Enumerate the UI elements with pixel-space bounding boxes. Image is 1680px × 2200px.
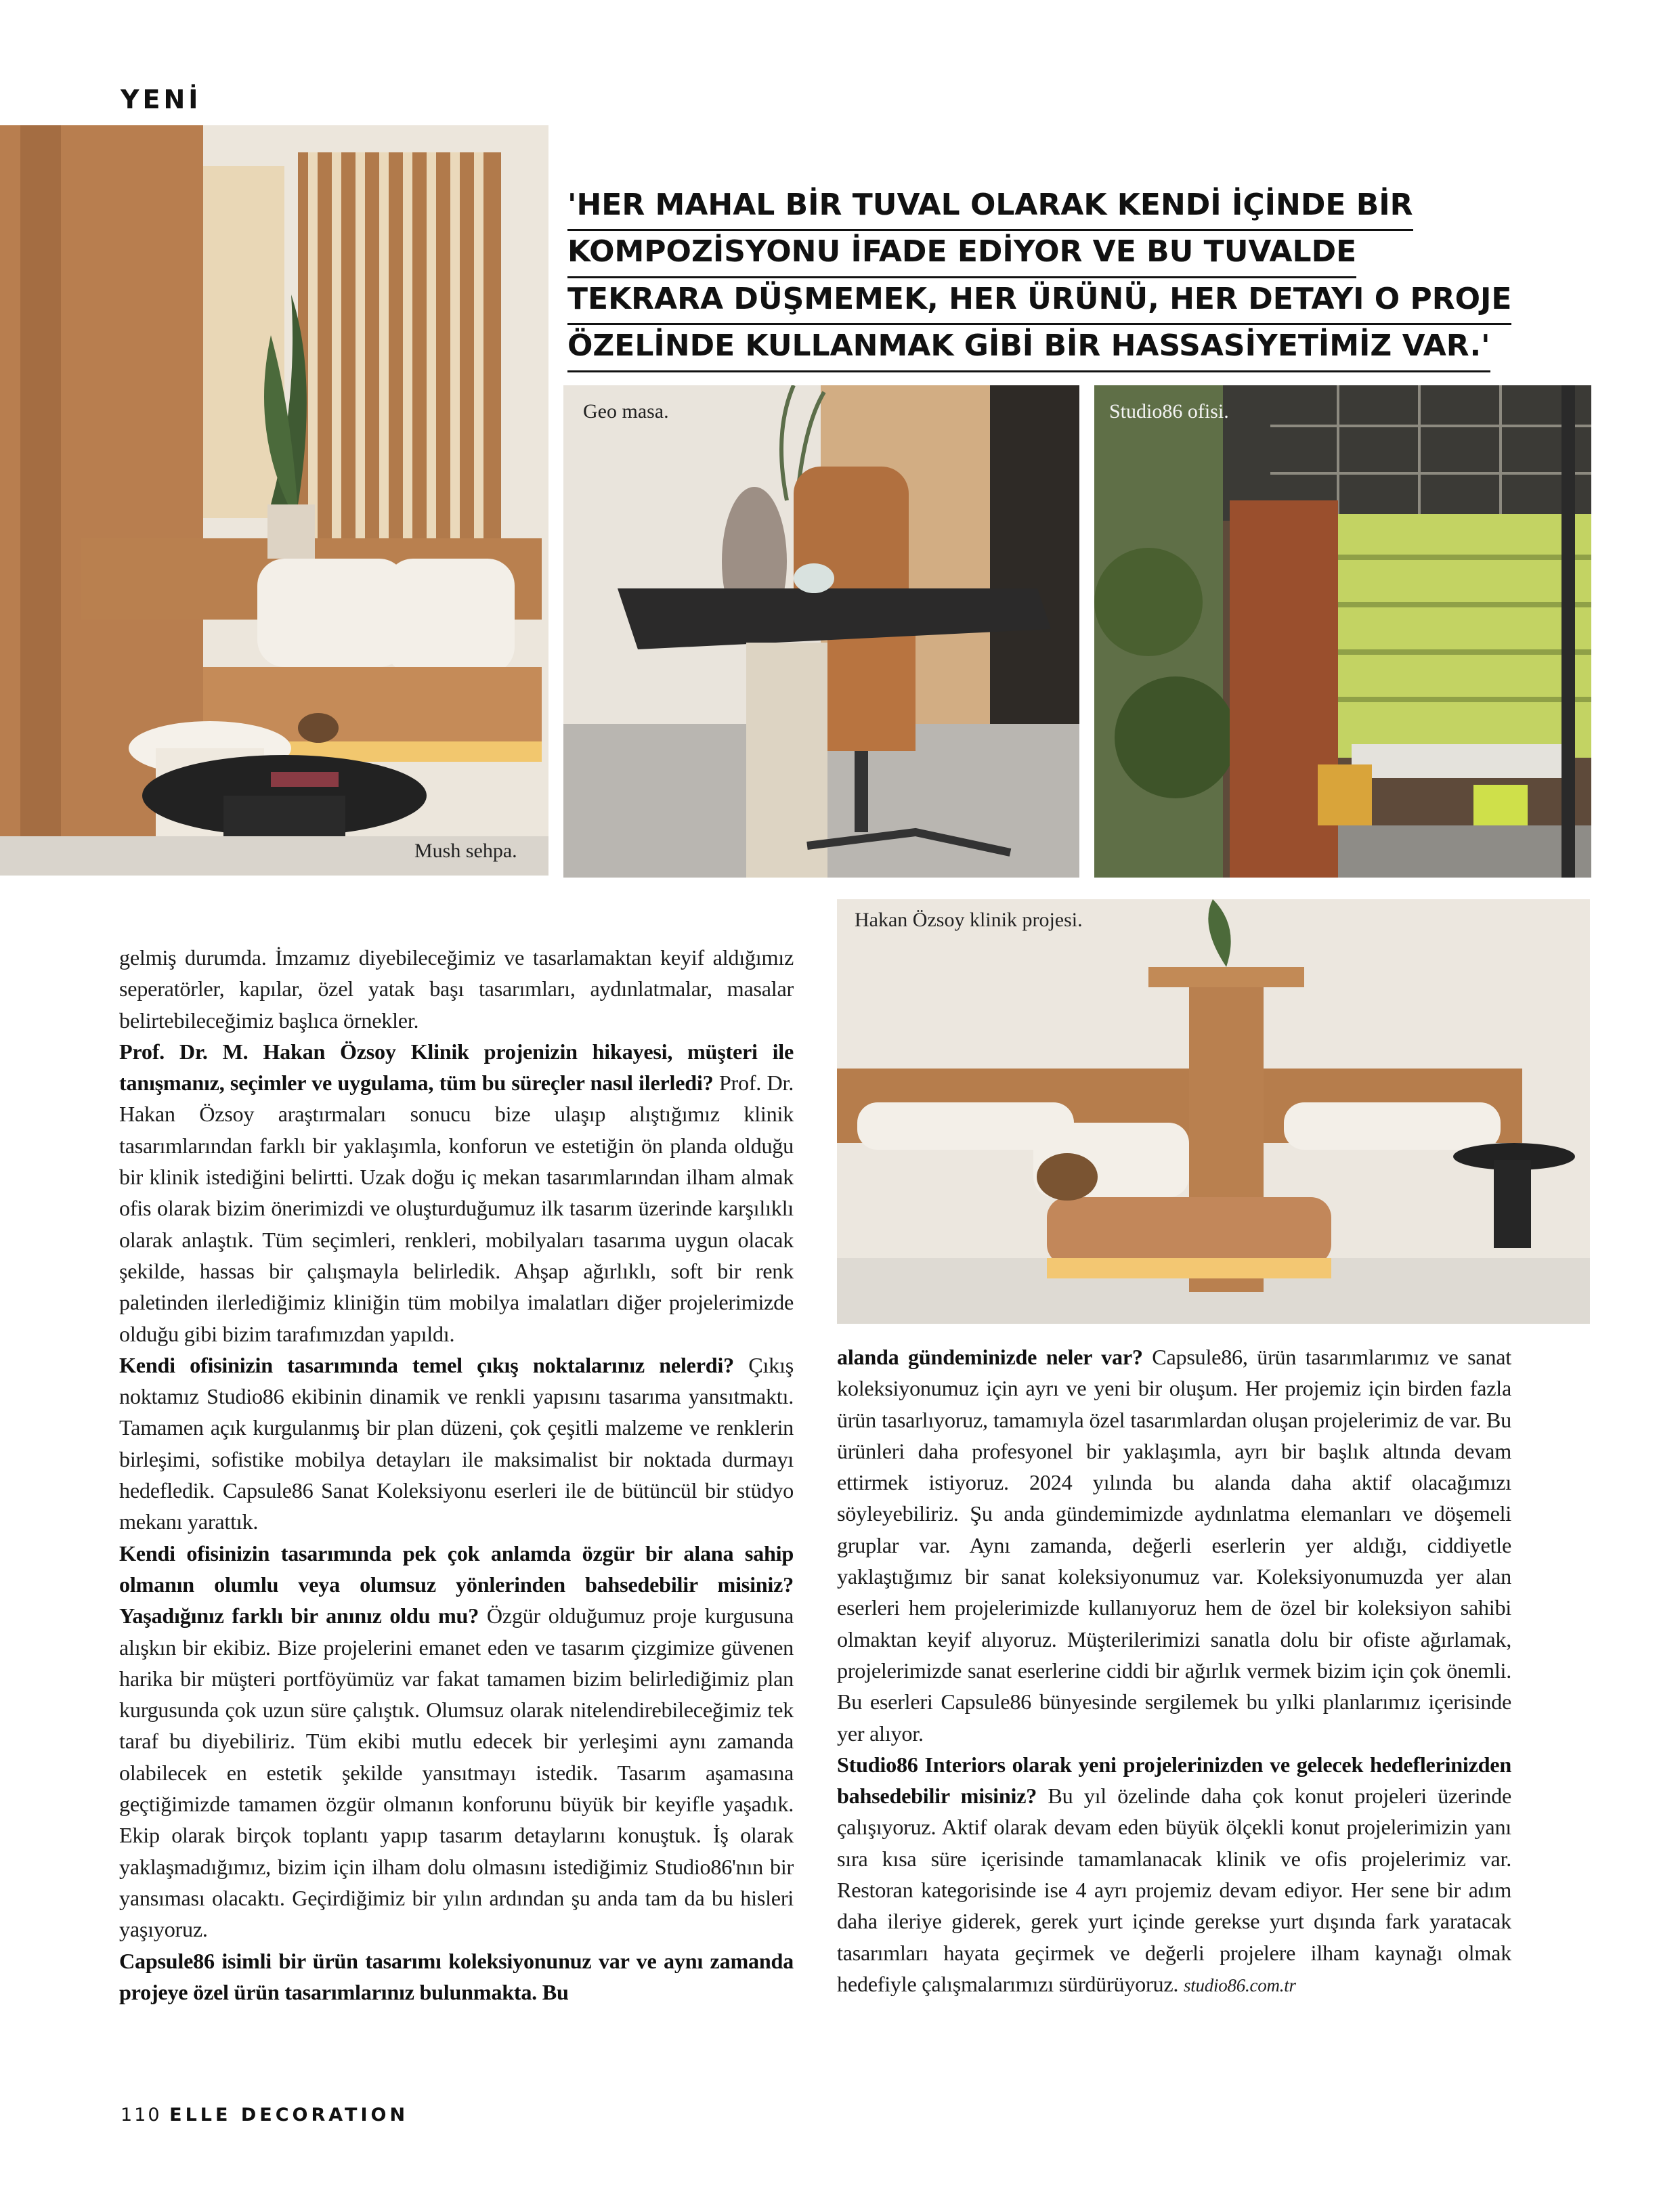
interview-question: Kendi ofisinizin tasarımında temel çıkış noktalarınız nelerdi? xyxy=(119,1352,734,1377)
interview-question: Studio86 Interiors olarak yeni projelerinizden ve gelecek hedeflerinizden bahsedebilir misiniz? xyxy=(837,1752,1511,1809)
page-footer xyxy=(121,2105,408,2126)
interview-answer xyxy=(119,1538,794,1945)
caption-geo-masa: Geo masa. xyxy=(583,400,669,423)
article-paragraph xyxy=(119,942,794,1036)
pull-quote-line: 'HER MAHAL BİR TUVAL OLARAK KENDİ İÇİNDE BİR xyxy=(567,184,1413,231)
photo-geo-masa xyxy=(563,385,1079,878)
interview-question-continued xyxy=(119,1945,794,2008)
photo-mush-sehpa xyxy=(0,125,548,876)
hakan-ozsoy-klinik-illustration xyxy=(837,899,1590,1324)
article-left-column xyxy=(119,942,794,2008)
pull-quote xyxy=(567,184,1529,372)
answer-text: Çıkış noktamız Studio86 ekibinin dinamik ve renkli yapısını tasarıma yansıtmaktı. Tamamen açık kurgulanmış bir plan düzeni, çok çeşitli malzeme ve renklerin birleşimi, sofistike mobilya detayları ile maksimalist bir noktada durmayı hedefledik. Capsule86 Sanat Koleksiyonu eserleri ile de bütüncül bir stüdyo mekanı yarattık. xyxy=(119,1352,794,1534)
interview-answer xyxy=(837,1341,1511,1749)
interview-question: Capsule86 isimli bir ürün tasarımı koleksiyonunuz var ve aynı zamanda projeye özel ürün tasarımlarınız bulunmakta. Bu xyxy=(119,1948,794,2004)
magazine-name: ELLE DECORATION xyxy=(169,2105,409,2126)
answer-text: Özgür olduğumuz proje kurgusuna alışkın bir ekibiz. Bize projelerini emanet eden ve tasarım çizgimize güvenen harika bir müşteri portföyümüz var fakat tamamen bizim belirlediğimiz plan kurgusunda çok uzun süre çalıştık. Olumsuz olarak nitelendirebileceğimiz tek taraf bu diyebiliriz. Tüm ekibi mutlu edecek bir yerleşimi aynı zamanda olabilecek en estetik şekilde yansıtmayı istedik. Tasarım aşamasına geçtiğimizde tamamen özgür olmanın konforunu büyük bir keyifle yaşadık. Ekip olarak birçok toplantı yapıp tasarım detaylarını konuştuk. İş olarak yaklaşmadığımız, bizim için ilham dolu olmasını istediğimiz Studio86'nın bir yansıması olacaktı. Geçirdiğimiz bir yılın ardından şu anda tam da bu hisleri yaşıyoruz. xyxy=(119,1603,794,1942)
section-label: YENİ xyxy=(121,85,202,114)
caption-hakan-ozsoy-klinik: Hakan Özsoy klinik projesi. xyxy=(855,909,1083,931)
answer-text: Capsule86, ürün tasarımlarımız ve sanat koleksiyonumuz için ayrı ve yeni bir oluşum. Her projemiz için birden fazla ürün tasarlıyoruz, tamamıyla özel tasarımlardan oluşan projelerimiz de var. Bu ürünleri daha profesyonel bir yaklaşımla, ayrı bir başlık altında devam ettirmek istiyoruz. 2024 yılında bu alanda daha aktif olacağımızı söyleyebiliriz. Şu anda gündemimizde aydınlatma elemanları ve döşemeli gruplar var. Aynı zamanda, değerli eserlerin yer aldığı, ciddiyetle yaklaştığımız bir sanat koleksiyonumuz var. Koleksiyonumuzda yer alan eserleri hem projelerimizde kullanıyoruz hem de özel bir koleksiyon sahibi olmaktan keyif alıyoruz. Müşterilerimizi sanatla dolu bir ofiste ağırlamak, projelerimizde sanat eserlerine ciddi bir ağırlık vermek bizim için çok önemli. Bu eserleri Capsule86 bünyesinde sergilemek bu yılki planlarımız içerisinde yer alıyor. xyxy=(837,1345,1512,1746)
interview-question: Prof. Dr. M. Hakan Özsoy Klinik projenizin hikayesi, müşteri ile tanışmanız, seçimler ve uygulama, tüm bu süreçler nasıl ilerledi? xyxy=(119,1039,794,1096)
caption-mush-sehpa: Mush sehpa. xyxy=(414,840,517,862)
interview-answer xyxy=(119,1036,794,1350)
photo-hakan-ozsoy-klinik xyxy=(837,899,1590,1324)
interview-answer xyxy=(119,1350,794,1538)
mush-sehpa-illustration xyxy=(0,125,548,876)
interview-answer xyxy=(837,1749,1511,2001)
page-number: 110 xyxy=(121,2105,162,2126)
pull-quote-line: ÖZELİNDE KULLANMAK GİBİ BİR HASSASİYETİMİZ VAR.' xyxy=(567,325,1490,372)
geo-masa-illustration xyxy=(563,385,1079,878)
pull-quote-line: TEKRARA DÜŞMEMEK, HER ÜRÜNÜ, HER DETAYI O PROJE xyxy=(567,278,1511,325)
answer-text: Bu yıl özelinde daha çok konut projeleri üzerinde çalışıyoruz. Aktif olarak devam eden büyük ölçekli konut projelerimizin yanı sıra kısa süre içerisinde tamamlanacak klinik ve ofis projelerimiz var. Restoran kategorisinde ise 4 ayrı projemiz devam ediyor. Her sene bir adım daha ileriye giderek, gerek yurt içinde gerekse yurt dışında fark yaratacak tasarımları hayata geçirmek ve değerli projelere ilham kaynağı olmak hedefiyle çalışmalarımızı sürdürüyoruz. xyxy=(837,1784,1511,1996)
photo-studio86-ofisi xyxy=(1094,385,1591,878)
studio86-ofisi-illustration xyxy=(1094,385,1591,878)
article-right-column xyxy=(837,1341,1511,2001)
paragraph-text: gelmiş durumda. İmzamız diyebileceğimiz ve tasarlamaktan keyif aldığımız seperatörler, kapılar, özel yatak başı tasarımları, aydınlatmalar, masalar belirtebileceğimiz başlıca örnekler. xyxy=(119,945,794,1033)
pull-quote-line: KOMPOZİSYONU İFADE EDİYOR VE BU TUVALDE xyxy=(567,231,1356,278)
website-link[interactable]: studio86.com.tr xyxy=(1183,1975,1296,1996)
interview-question: alanda gündeminizde neler var? xyxy=(837,1345,1143,1369)
caption-studio86-ofisi: Studio86 ofisi. xyxy=(1109,400,1229,423)
answer-text: Prof. Dr. Hakan Özsoy araştırmaları sonucu bize ulaşıp alıştığımız klinik tasarımlarından farklı bir yaklaşımla, konforun ve estetiğin ön planda olduğu bir klinik istediğini belirtti. Uzak doğu iç mekan tasarımlarından ilham almak ofis olarak bizim önerimizdi ve oluşturduğumuz ilk tasarım üzerinde karşılıklı olarak anlaştık. Tüm seçimleri, renkleri, mobilyaları tasarıma uygun olacak şekilde, hassas bir çalışmayla belirledik. Ahşap ağırlıklı, soft bir renk paletinden ilerlediğimiz kliniğin tüm mobilya imalatları diğer projelerimizde olduğu gibi bizim tarafımızdan yapıldı. xyxy=(119,1071,794,1346)
interview-question: Kendi ofisinizin tasarımında pek çok anlamda özgür bir alana sahip olmanın olumlu veya olumsuz yönlerinden bahsedebilir misiniz? Yaşadığınız farklı bir anınız oldu mu? xyxy=(119,1540,794,1629)
